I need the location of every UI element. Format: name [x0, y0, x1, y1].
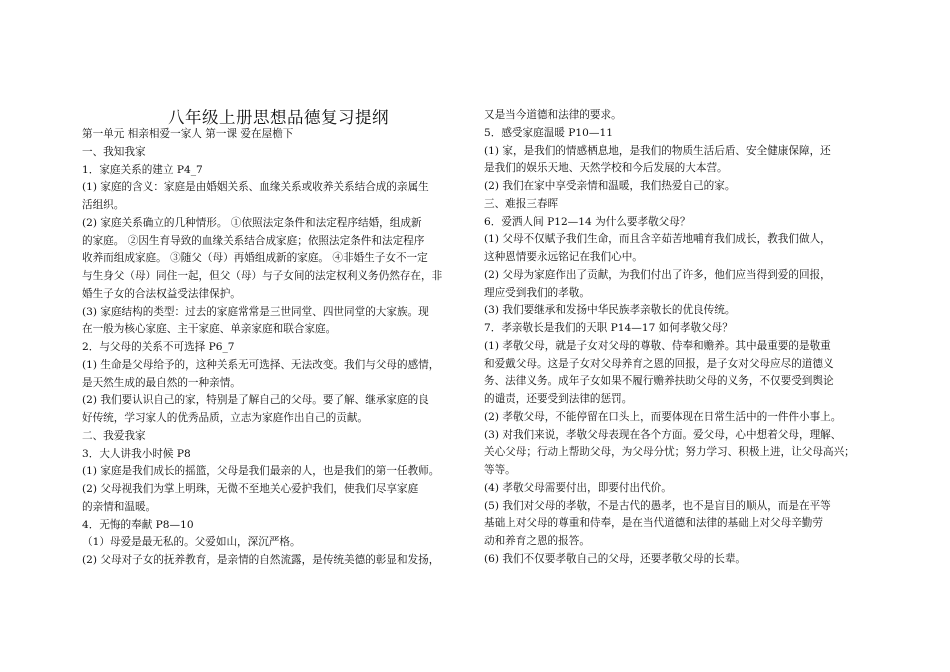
- text-line: (1) 孝敬父母，就是子女对父母的尊敬、侍奉和赡养。其中最重要的是敬重: [484, 339, 831, 352]
- text-line: 的亲情和温暖。: [82, 500, 157, 513]
- text-line: 的谴责，还要受到法律的惩罚。: [484, 393, 633, 405]
- text-line: 在一般为核心家庭、主干家庭、单亲家庭和联合家庭。: [82, 323, 337, 336]
- text-line: 好传统，学习家人的优秀品质，立志为家庭作出自己的贡献。: [82, 412, 369, 424]
- text-line: 二、我爱我家: [82, 429, 146, 442]
- text-line: (2) 我们在家中享受亲情和温暖，我们热爱自己的家。: [484, 180, 736, 192]
- text-line: (3) 我们要继承和发扬中华民族孝亲敬长的优良传统。: [484, 304, 736, 317]
- text-line: (2) 家庭关系确立的几种情形。 ①依照法定条件和法定程序结婚，组成新: [82, 216, 422, 229]
- text-line: 一、我知我家: [82, 145, 146, 158]
- text-line: (1) 家，是我们的情感栖息地，是我们的物质生活后盾、安全健康保障，还: [484, 144, 831, 157]
- text-line: (1) 父母不仅赋予我们生命，而且含辛茹苦地哺育我们成长，教我们做人，: [484, 233, 831, 246]
- text-line: 关心父母；行动上帮助父母，为父母分忧；努力学习、积极上进，让父母高兴；: [484, 446, 855, 459]
- text-line: 的家庭。 ②因生育导致的血缘关系结合成家庭；依照法定条件和法定程序: [82, 234, 425, 247]
- text-line: 2．与父母的关系不可选择 P6_7: [82, 341, 235, 353]
- text-line: (4) 孝敬父母需要付出，即要付出代价。: [484, 481, 672, 494]
- text-line: (1) 生命是父母给予的，这种关系无可选择、无法改变。我们与父母的感情，: [82, 358, 440, 371]
- text-line: 等等。: [484, 464, 516, 476]
- text-line: 3．大人讲我小时候 P8: [82, 447, 191, 460]
- text-line: (2) 父母为家庭作出了贡献，为我们付出了许多，他们应当得到爱的回报，: [484, 268, 831, 281]
- text-line: 与生身父（母）同住一起，但父（母）与子女间的法定权利义务仍然存在，非: [82, 270, 443, 282]
- text-line: 4．无悔的奉献 P8—10: [82, 518, 194, 531]
- document-title: 八年级上册思想品德复习提纲: [168, 108, 389, 127]
- text-line: 5．感受家庭温暖 P10—11: [484, 126, 613, 139]
- text-line: 又是当今道德和法律的要求。: [484, 109, 622, 121]
- text-line: 婚生子女的合法权益受法律保护。: [82, 287, 241, 300]
- text-line: (6) 我们不仅要孝敬自己的父母，还要孝敬父母的长辈。: [484, 552, 747, 565]
- text-line: (2) 父母对子女的抚养教育，是亲情的自然流露，是传统美德的彰显和发扬，: [82, 554, 440, 566]
- text-line: 是天然生成的最自然的一种亲情。: [82, 376, 241, 389]
- text-line: 1．家庭关系的建立 P4_7: [82, 163, 203, 176]
- text-line: 和爱戴父母。这是子女对父母养育之恩的回报，是子女对父母应尽的道德义: [484, 357, 834, 370]
- text-line: 7．孝亲敬长是我们的天职 P14—17 如何孝敬父母？: [484, 322, 733, 334]
- text-line: (3) 对我们来说，孝敬父母表现在各个方面。爱父母，心中想着父母，理解、: [484, 428, 842, 441]
- text-line: 基础上对父母的尊重和侍奉，是在当代道德和法律的基础上对父母辛勤劳: [484, 517, 823, 530]
- text-line: 这种恩情要永远铭记在我们心中。: [484, 251, 643, 263]
- text-line: (3) 家庭结构的类型：过去的家庭常常是三世同堂、四世同堂的大家族。现: [82, 305, 429, 318]
- text-line: 6．爱洒人间 P12—14 为什么要孝敬父母？: [484, 215, 691, 228]
- text-line: (2) 我们要认识自己的家，特别是了解自己的父母。要了解、继承家庭的良: [82, 394, 429, 407]
- text-line: (2) 孝敬父母，不能停留在口头上，而要体现在日常生活中的一件件小事上。: [484, 410, 842, 423]
- text-line: 动和养育之恩的报答。: [484, 535, 590, 547]
- text-line: (1) 家庭是我们成长的摇篮，父母是我们最亲的人，也是我们的第一任教师。: [82, 465, 440, 478]
- text-line: 三、难报三春晖: [484, 197, 559, 210]
- text-line: 是我们的娱乐天地、天然学校和今后发展的大本营。: [484, 162, 728, 175]
- text-line: 理应受到我们的孝敬。: [484, 286, 590, 299]
- text-line: （1）母爱是最无私的。父爱如山，深沉严格。: [82, 536, 301, 549]
- text-line: 收养而组成家庭。 ③随父（母）再婚组成新的家庭。 ④非婚生子女不一定: [82, 252, 428, 265]
- text-line: 活组织。: [82, 199, 125, 211]
- text-line: 第一单元 相亲相爱一家人 第一课 爱在屋檐下: [82, 128, 294, 140]
- text-line: (5) 我们对父母的孝敬，不是古代的愚孝，也不是盲目的顺从，而是在平等: [484, 499, 831, 512]
- text-line: (1) 家庭的含义：家庭是由婚姻关系、血缘关系或收养关系结合成的亲属生: [82, 181, 429, 194]
- text-line: 务、法律义务。成年子女如果不履行赡养扶助父母的义务，不仅要受到舆论: [484, 375, 834, 388]
- text-line: (2) 父母视我们为掌上明珠，无微不至地关心爱护我们，使我们尽享家庭: [82, 483, 419, 495]
